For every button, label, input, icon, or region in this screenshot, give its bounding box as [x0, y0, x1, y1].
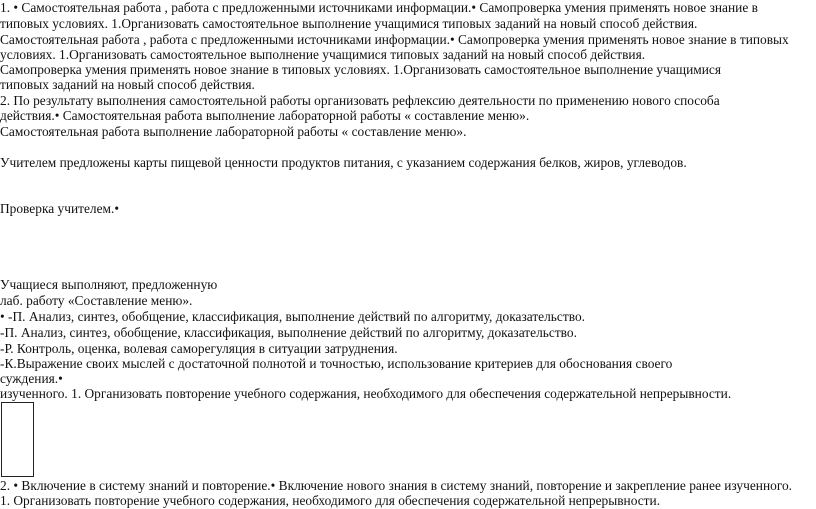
- text-line-4: условиях. 1.Организовать самостоятельное выполнение учащимися типовых заданий на новый способ действия.: [0, 47, 646, 62]
- text-line-19: изученного. 1. Организовать повторение учебного содержания, необходимого для обеспечения содержательной непрерывности.: [0, 386, 732, 401]
- text-line-10: Учителем предложены карты пищевой ценности продуктов питания, с указанием содержания белков, жиров, углеводов.: [0, 155, 687, 170]
- text-line-1: 1. • Самостоятельная работа , работа с предложенными источниками информации.• Самопроверка умения применять новое знание в: [0, 0, 758, 15]
- text-line-16: -Р. Контроль, оценка, волевая саморегуляция в ситуации затруднения.: [0, 341, 398, 356]
- text-line-2: типовых условиях. 1.Организовать самостоятельное выполнение учащимися типовых заданий на новый способ действия.: [0, 16, 698, 31]
- text-line-14: • -П. Анализ, синтез, обобщение, классификация, выполнение действий по алгоритму, доказательство.: [0, 309, 585, 324]
- text-line-13: лаб. работу «Составление меню».: [0, 293, 193, 308]
- text-line-11: Проверка учителем.•: [0, 201, 120, 216]
- text-line-15: -П. Анализ, синтез, обобщение, классификация, выполнение действий по алгоритму, доказательство.: [0, 325, 577, 340]
- text-line-3: Самостоятельная работа , работа с предложенными источниками информации.• Самопроверка умения применять новое знание в типовых: [0, 32, 789, 47]
- text-line-20: 2. • Включение в систему знаний и повторение.• Включение нового знания в систему знаний, повторение и закрепление ранее изученного.: [0, 478, 793, 493]
- empty-frame: [1, 402, 34, 477]
- text-line-12: Учащиеся выполняют, предложенную: [0, 277, 218, 292]
- text-line-18: суждения.•: [0, 371, 63, 386]
- text-line-17: -К.Выражение своих мыслей с достаточной полнотой и точностью, использование критериев для обоснования своего: [0, 356, 673, 371]
- text-line-6: типовых заданий на новый способ действия.: [0, 77, 255, 92]
- text-line-9: Самостоятельная работа выполнение лабораторной работы « составление меню».: [0, 124, 467, 139]
- text-line-21: 1. Организовать повторение учебного содержания, необходимого для обеспечения содержательной непрерывности.: [0, 493, 661, 508]
- text-line-5: Самопроверка умения применять новое знание в типовых условиях. 1.Организовать самостоятельное выполнение учащимися: [0, 62, 721, 77]
- text-line-7: 2. По результату выполнения самостоятельной работы организовать рефлексию деятельности по применению нового способа: [0, 93, 720, 108]
- text-line-8: действия.• Самостоятельная работа выполнение лабораторной работы « составление меню».: [0, 108, 530, 123]
